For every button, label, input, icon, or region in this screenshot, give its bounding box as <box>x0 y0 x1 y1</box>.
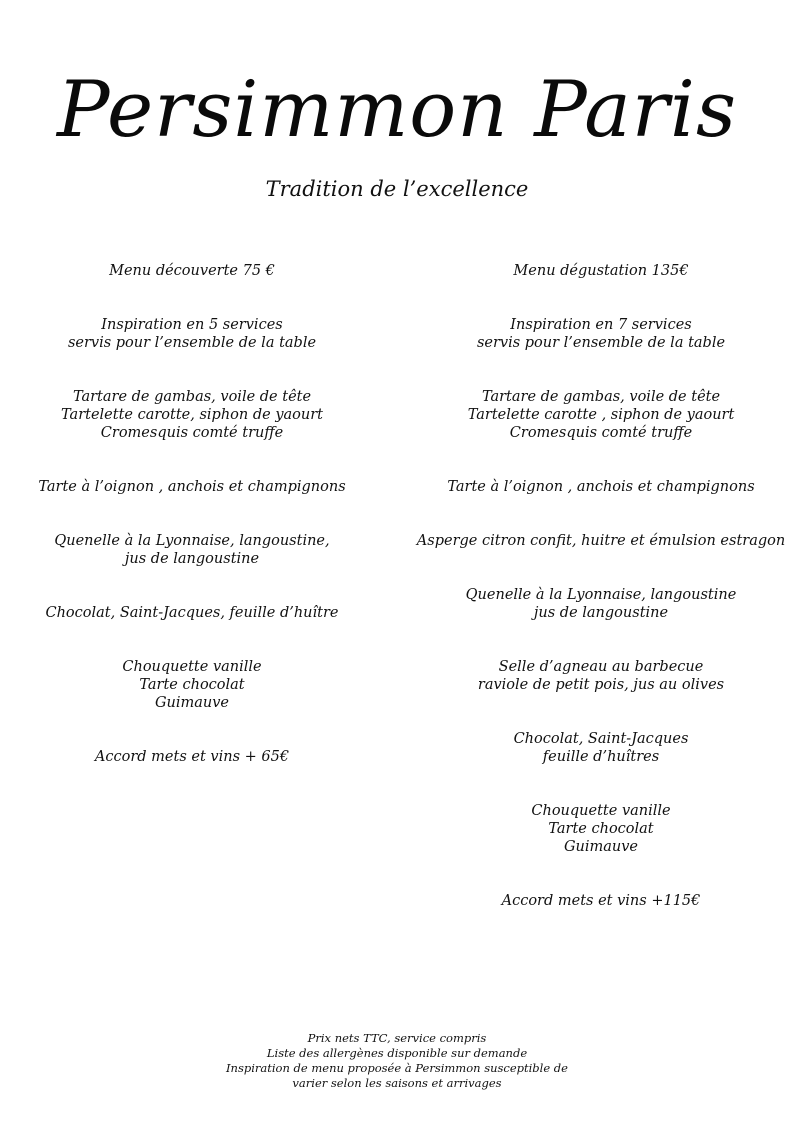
menu-line: servis pour l’ensemble de la table <box>67 335 317 351</box>
menu-line: Tartare de gambas, voile de tête <box>72 389 312 405</box>
menu-line: Chouquette vanille <box>122 659 262 675</box>
menu-intro <box>0 316 384 352</box>
menu-course <box>404 586 794 622</box>
menu-line: Inspiration en 5 services <box>101 317 283 333</box>
menu-line: Menu dégustation 135€ <box>513 263 689 279</box>
menu-line: jus de langoustine <box>124 551 260 567</box>
footer-line: Inspiration de menu proposée à Persimmon susceptible de <box>226 1061 568 1075</box>
menu-line: Cromesquis comté truffe <box>100 425 284 441</box>
wine-pairing <box>0 748 384 766</box>
menu-price-heading <box>404 262 794 280</box>
menu-line: Tartelette carotte , siphon de yaourt <box>467 407 735 423</box>
menu-degustation-column <box>404 262 794 946</box>
menu-line: Tarte chocolat <box>139 677 245 693</box>
menu-line: Menu découverte 75 € <box>109 263 275 279</box>
footer-notes <box>0 1031 794 1091</box>
menu-intro <box>404 316 794 352</box>
menu-line: Tarte à l’oignon , anchois et champignons <box>447 479 755 495</box>
menu-line: Guimauve <box>563 839 639 855</box>
menu-line: Tartare de gambas, voile de tête <box>481 389 721 405</box>
menu-course <box>404 532 794 550</box>
menu-dessert <box>0 658 384 712</box>
menu-line: Inspiration en 7 services <box>510 317 692 333</box>
menu-line: feuille d’huîtres <box>542 749 660 765</box>
menu-line: Tarte à l’oignon , anchois et champignons <box>38 479 346 495</box>
footer-line: varier selon les saisons et arrivages <box>292 1076 502 1090</box>
menu-course <box>0 532 384 568</box>
menu-line: Chocolat, Saint-Jacques <box>513 731 689 747</box>
menu-line: Quenelle à la Lyonnaise, langoustine, <box>54 533 330 549</box>
menu-line: Selle d’agneau au barbecue <box>498 659 704 675</box>
menu-course <box>0 388 384 442</box>
menu-price-heading <box>0 262 384 280</box>
menu-line: Tartelette carotte, siphon de yaourt <box>61 407 323 423</box>
menu-line: Asperge citron confit, huitre et émulsion estragon <box>416 533 786 549</box>
restaurant-subtitle: Tradition de l’excellence <box>265 177 529 201</box>
menu-line: jus de langoustine <box>533 605 669 621</box>
menu-line: Accord mets et vins + 65€ <box>94 749 290 765</box>
menu-course <box>404 388 794 442</box>
menu-line: Guimauve <box>154 695 230 711</box>
menu-course <box>404 478 794 496</box>
menu-line: Chocolat, Saint-Jacques, feuille d’huître <box>45 605 339 621</box>
menu-line: Accord mets et vins +115€ <box>501 893 701 909</box>
menu-decouverte-column <box>0 262 384 802</box>
menu-line: raviole de petit pois, jus au olives <box>477 677 725 693</box>
menu-line: Tarte chocolat <box>548 821 654 837</box>
footer-line: Prix nets TTC, service compris <box>307 1031 487 1045</box>
menu-course <box>404 658 794 694</box>
wine-pairing <box>404 892 794 910</box>
menu-dessert <box>404 802 794 856</box>
menu-line: Cromesquis comté truffe <box>509 425 693 441</box>
menu-course <box>404 730 794 766</box>
menu-line: servis pour l’ensemble de la table <box>476 335 726 351</box>
menu-line: Quenelle à la Lyonnaise, langoustine <box>465 587 737 603</box>
menu-course <box>0 478 384 496</box>
menu-line: Chouquette vanille <box>531 803 671 819</box>
restaurant-title: Persimmon Paris <box>56 65 738 155</box>
footer-line: Liste des allergènes disponible sur demande <box>266 1046 528 1060</box>
menu-course <box>0 604 384 622</box>
